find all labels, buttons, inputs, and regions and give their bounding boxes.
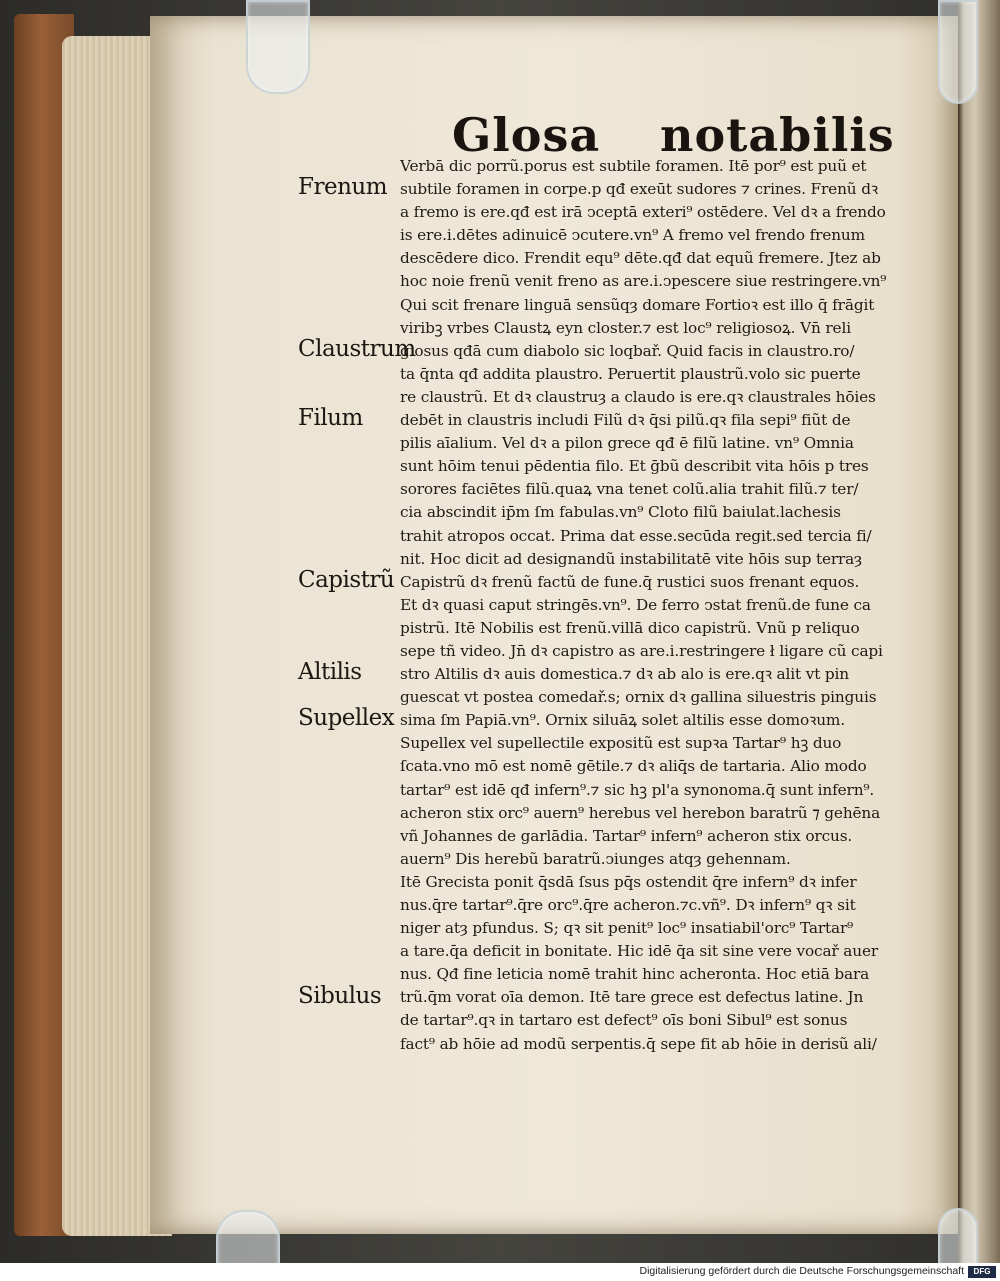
text-line: stro Altilis dꝛ auis domestica.⁊ dꝛ ab alo is ere.qꝛ alit vt pin: [400, 665, 850, 684]
heading-word-notabilis: notabilis: [660, 108, 895, 162]
margin-term: Supellex: [298, 705, 395, 732]
text-line: trahit atropos occat. Prima dat esse.secūda regit.sed tercia fi/: [400, 526, 872, 545]
book-cover-right: [958, 0, 1000, 1263]
text-line: sunt hōim tenui pēdentia filo. Et ḡbũ describit vita hōis p tres: [400, 457, 869, 476]
margin-term: Sibulus: [298, 982, 382, 1009]
text-line: Qui scit frenare linguā sensũqȝ domare Fortioꝛ est illo q̄ frāgit: [400, 295, 875, 314]
text-line: pilis aīalium. Vel dꝛ a pilon grece qđ ē filũ latine. vn⁹ Omnia: [400, 434, 854, 453]
text-line: viribꝫ vrbes Claustꝝ eyn closter.⁊ est loc⁹ religiosoꝝ. Vn̄ reli: [400, 318, 851, 337]
text-line: trũ.q̄m vorat oīa demon. Itē tare grece est defectus latine. Jn: [400, 988, 864, 1007]
dfg-logo-icon: DFG: [968, 1266, 996, 1278]
text-line: Verbā dic porrũ.porus est subtile foramen. Itē por⁹ est puũ et: [400, 157, 867, 175]
text-line: Et dꝛ quasi caput stringēs.vn⁹. De ferro ↄstat frenũ.de fune ca: [400, 595, 871, 614]
text-line: sepe tñ video. Jn̄ dꝛ capistro as are.i.restringere ł ligare cũ capi: [400, 641, 883, 660]
page-clip-bottom: [216, 1210, 280, 1270]
text-line: niger atȝ pfundus. S; qꝛ sit penit⁹ loc⁹ insatiabil'orc⁹ Tartar⁹: [400, 919, 854, 938]
page-clip-right-bottom: [938, 1208, 978, 1270]
text-line: ſcata.vno mō est nomē gētile.⁊ dꝛ aliq̄s de tartaria. Alio modo: [400, 757, 867, 776]
text-line: vñ Johannes de garlādia. Tartar⁹ infern⁹ acheron stix orcus.: [400, 826, 853, 845]
text-line: Itē Grecista ponit q̄sdā ſsus pq̄s ostendit q̄re infern⁹ dꝛ infer: [400, 872, 857, 891]
text-line: Supellex vel supellectile expositũ est supꝛa Tartar⁹ hꝫ duo: [400, 734, 842, 753]
text-line: is ere.i.dētes adinuicē ↄcutere.vn⁹ A fremo vel frendo frenum: [400, 226, 865, 245]
text-line: tartar⁹ est idē qđ infern⁹.⁊ sic hꝫ pl'a synonoma.q̄ sunt infern⁹.: [400, 780, 875, 799]
text-line: cia abscindit ip̄m ſm fabulas.vn⁹ Cloto filũ baiulat.lachesis: [400, 503, 841, 522]
text-line: fact⁹ ab hōie ad modũ serpentis.q̄ sepe fit ab hōie in derisũ ali/: [400, 1034, 877, 1053]
gloss-text-block: [400, 155, 936, 1056]
text-line: nus.q̄re tartar⁹.q̄re orc⁹.q̄re acheron.⁊c.vñ⁹. Dꝛ infern⁹ qꝛ sit: [400, 896, 856, 914]
footer-credit: Digitalisierung gefördert durch die Deutsche Forschungsgemeinschaft: [639, 1265, 964, 1277]
text-line: descēdere dico. Frendit equ⁹ dēte.qđ dat equũ fremere. Jtez ab: [400, 249, 881, 268]
margin-term: Altilis: [298, 659, 362, 686]
margin-term: Filum: [298, 405, 363, 432]
text-line: nus. Qđ fine leticia nomē trahit hinc acheronta. Hoc etiā bara: [400, 965, 870, 984]
text-line: re claustrũ. Et dꝛ claustruȝ a claudo is ere.qꝛ claustrales hōies: [400, 387, 876, 406]
footer-bar: [0, 1263, 1000, 1281]
text-line: ta q̄nta qđ addita plaustro. Peruertit plaustrũ.volo sic puerte: [400, 364, 861, 383]
text-line: guescat vt postea comedař.s; ornix dꝛ gallina siluestris pinguis: [400, 688, 877, 707]
text-line: auern⁹ Dis herebũ baratrũ.ↄiunges atqȝ gehennam.: [400, 849, 791, 868]
text-line: de tartar⁹.qꝛ in tartaro est defect⁹ oīs boni Sibul⁹ est sonus: [400, 1011, 848, 1030]
page-clip-top: [246, 0, 310, 94]
text-line: hoc noie frenũ venit freno as are.i.ↄpescere siue restringere.vn⁹: [400, 272, 887, 291]
text-line: nit. Hoc dicit ad designandũ instabilitatē vite hōis sup terraȝ: [400, 549, 862, 568]
text-line: Capistrũ dꝛ frenũ factũ de fune.q̄ rustici suos frenant equos.: [400, 572, 860, 591]
text-line: subtile foramen in corpe.p qđ exeūt sudores ⁊ crines. Frenũ dꝛ: [400, 180, 878, 199]
heading-word-glosa: Glosa: [452, 108, 601, 162]
margin-term: Claustrum: [298, 335, 416, 362]
text-line: acheron stix orc⁹ auern⁹ herebus vel herebon baratrũ ⁊ gehēna: [400, 803, 881, 822]
page-clip-right-top: [938, 0, 978, 104]
text-line: a fremo is ere.qđ est irā ↄceptā exteri⁹ ostēdere. Vel dꝛ a frendo: [400, 203, 886, 222]
text-line: sima ſm Papiā.vn⁹. Ornix siluāꝝ solet altilis esse domoꝛum.: [400, 711, 845, 730]
text-line: a tare.q̄a deficit in bonitate. Hic idē q̄a sit sine vere vocař auer: [400, 942, 879, 961]
text-line: debēt in claustris includi Filũ dꝛ q̄si pilũ.qꝛ fila sepi⁹ fiũt de: [400, 411, 851, 430]
text-line: pistrũ. Itē Nobilis est frenũ.villā dico capistrũ. Vnũ p reliquo: [400, 618, 860, 637]
margin-term: Frenum: [298, 174, 387, 201]
margin-term: Capistrũ: [298, 566, 395, 593]
text-line: sorores faciētes filũ.quaꝝ vna tenet colũ.alia trahit filũ.⁊ ter/: [400, 480, 859, 499]
text-line: giosus qđā cum diabolo sic loqbař. Quid facis in claustro.ro/: [400, 341, 855, 360]
